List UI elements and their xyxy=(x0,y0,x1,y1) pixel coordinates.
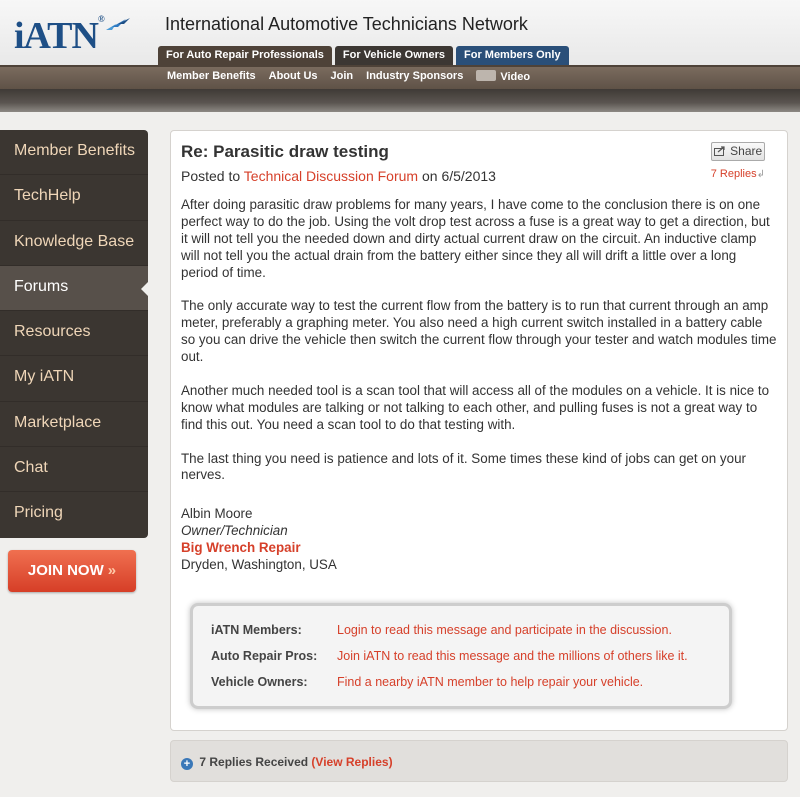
sidebar xyxy=(0,130,148,538)
replies-bar xyxy=(170,740,788,782)
iatn-logo[interactable]: iATN® xyxy=(14,14,130,54)
author-location: Dryden, Washington, USA xyxy=(181,556,337,572)
author-company-link[interactable]: Big Wrench Repair xyxy=(181,539,301,555)
join-link[interactable]: Join iATN to read this message and the millions of others like it. xyxy=(337,649,688,663)
cta-row-owners: Vehicle Owners: Find a nearby iATN member to help repair your vehicle. xyxy=(211,675,644,689)
login-link[interactable]: Login to read this message and participate in the discussion. xyxy=(337,623,672,637)
sidebar-item-forums[interactable]: Forums xyxy=(0,266,148,311)
subnav-join[interactable]: Join xyxy=(330,70,354,82)
video-camera-icon xyxy=(476,70,496,81)
expand-plus-icon[interactable]: + xyxy=(181,758,193,770)
sidebar-item-member-benefits[interactable]: Member Benefits xyxy=(0,130,148,175)
tab-vehicle-owners[interactable]: For Vehicle Owners xyxy=(335,46,453,65)
subnav xyxy=(167,70,530,83)
audience-tabs xyxy=(158,46,569,65)
view-replies-link[interactable]: (View Replies) xyxy=(311,755,393,769)
subnav-member-benefits[interactable]: Member Benefits xyxy=(167,70,256,82)
sidebar-item-techhelp[interactable]: TechHelp xyxy=(0,175,148,220)
wing-logo-icon xyxy=(106,18,130,32)
post-card xyxy=(170,130,788,731)
cta-row-pros: Auto Repair Pros: Join iATN to read this message and the millions of others like it. xyxy=(211,649,688,663)
find-member-link[interactable]: Find a nearby iATN member to help repair your vehicle. xyxy=(337,675,644,689)
post-paragraph: After doing parasitic draw problems for many years, I have come to the conclusion there is on one perfect way to do the job. Using the volt drop test across a fuse is a great way to get a direction, but it will not tell you the needed down and dirty actual current draw on the circuit. An inductive clamp will not tell you the actual drain from the battery either since they all will drift a little over a long period of time. xyxy=(181,197,770,280)
signature xyxy=(181,506,337,574)
site-header xyxy=(0,0,800,112)
header-band xyxy=(0,89,800,112)
replies-count-text: 7 Replies Received xyxy=(199,755,309,769)
post-paragraph: Another much needed tool is a scan tool that will access all of the modules on a vehicle. It is nice to know what modules are talking or not talking to each other, and pulling fuses is not a great way to find this out. You need a scan tool to do that testing with. xyxy=(181,382,770,432)
subnav-about-us[interactable]: About Us xyxy=(268,70,318,82)
sidebar-item-chat[interactable]: Chat xyxy=(0,447,148,492)
post-date: 6/5/2013 xyxy=(441,168,496,184)
author-name: Albin Moore xyxy=(181,506,253,521)
sidebar-item-knowledge-base[interactable]: Knowledge Base xyxy=(0,221,148,266)
reply-arrow-icon: ↲ xyxy=(756,169,765,180)
site-title: International Automotive Technicians Network xyxy=(165,14,528,34)
join-now-button[interactable]: JOIN NOW » xyxy=(8,550,136,592)
share-icon xyxy=(714,146,727,156)
post-title: Re: Parasitic draw testing xyxy=(181,142,389,161)
subnav-industry-sponsors[interactable]: Industry Sponsors xyxy=(366,70,464,82)
author-role: Owner/Technician xyxy=(181,522,288,538)
reply-count-link[interactable]: 7 Replies↲ xyxy=(710,168,765,180)
post-paragraph: The only accurate way to test the current flow from the battery is to run that current through an amp meter, preferably a graphing meter. You also need a high current switch installed in a battery cable so you can drive the vehicle then switch the current flow through your tester and watch modules time out. xyxy=(181,298,777,365)
post-paragraph: The last thing you need is patience and lots of it. Some times these kind of jobs can get on your nerves. xyxy=(181,450,746,483)
double-chevron-right-icon: » xyxy=(107,562,117,579)
post-meta: Posted to Technical Discussion Forum on 6/5/2013 xyxy=(181,168,496,184)
cta-row-members: iATN Members: Login to read this message and participate in the discussion. xyxy=(211,623,672,637)
share-button[interactable]: Share xyxy=(711,142,765,161)
post-body xyxy=(181,197,777,501)
sidebar-item-resources[interactable]: Resources xyxy=(0,311,148,356)
call-to-action-box xyxy=(190,603,732,709)
tab-auto-repair-professionals[interactable]: For Auto Repair Professionals xyxy=(158,46,332,65)
forum-link[interactable]: Technical Discussion Forum xyxy=(243,168,419,184)
sidebar-item-marketplace[interactable]: Marketplace xyxy=(0,402,148,447)
subnav-video[interactable]: Video xyxy=(476,70,530,83)
sidebar-item-pricing[interactable]: Pricing xyxy=(14,504,63,522)
tab-members-only[interactable]: For Members Only xyxy=(456,46,569,65)
sidebar-item-my-iatn[interactable]: My iATN xyxy=(0,356,148,401)
